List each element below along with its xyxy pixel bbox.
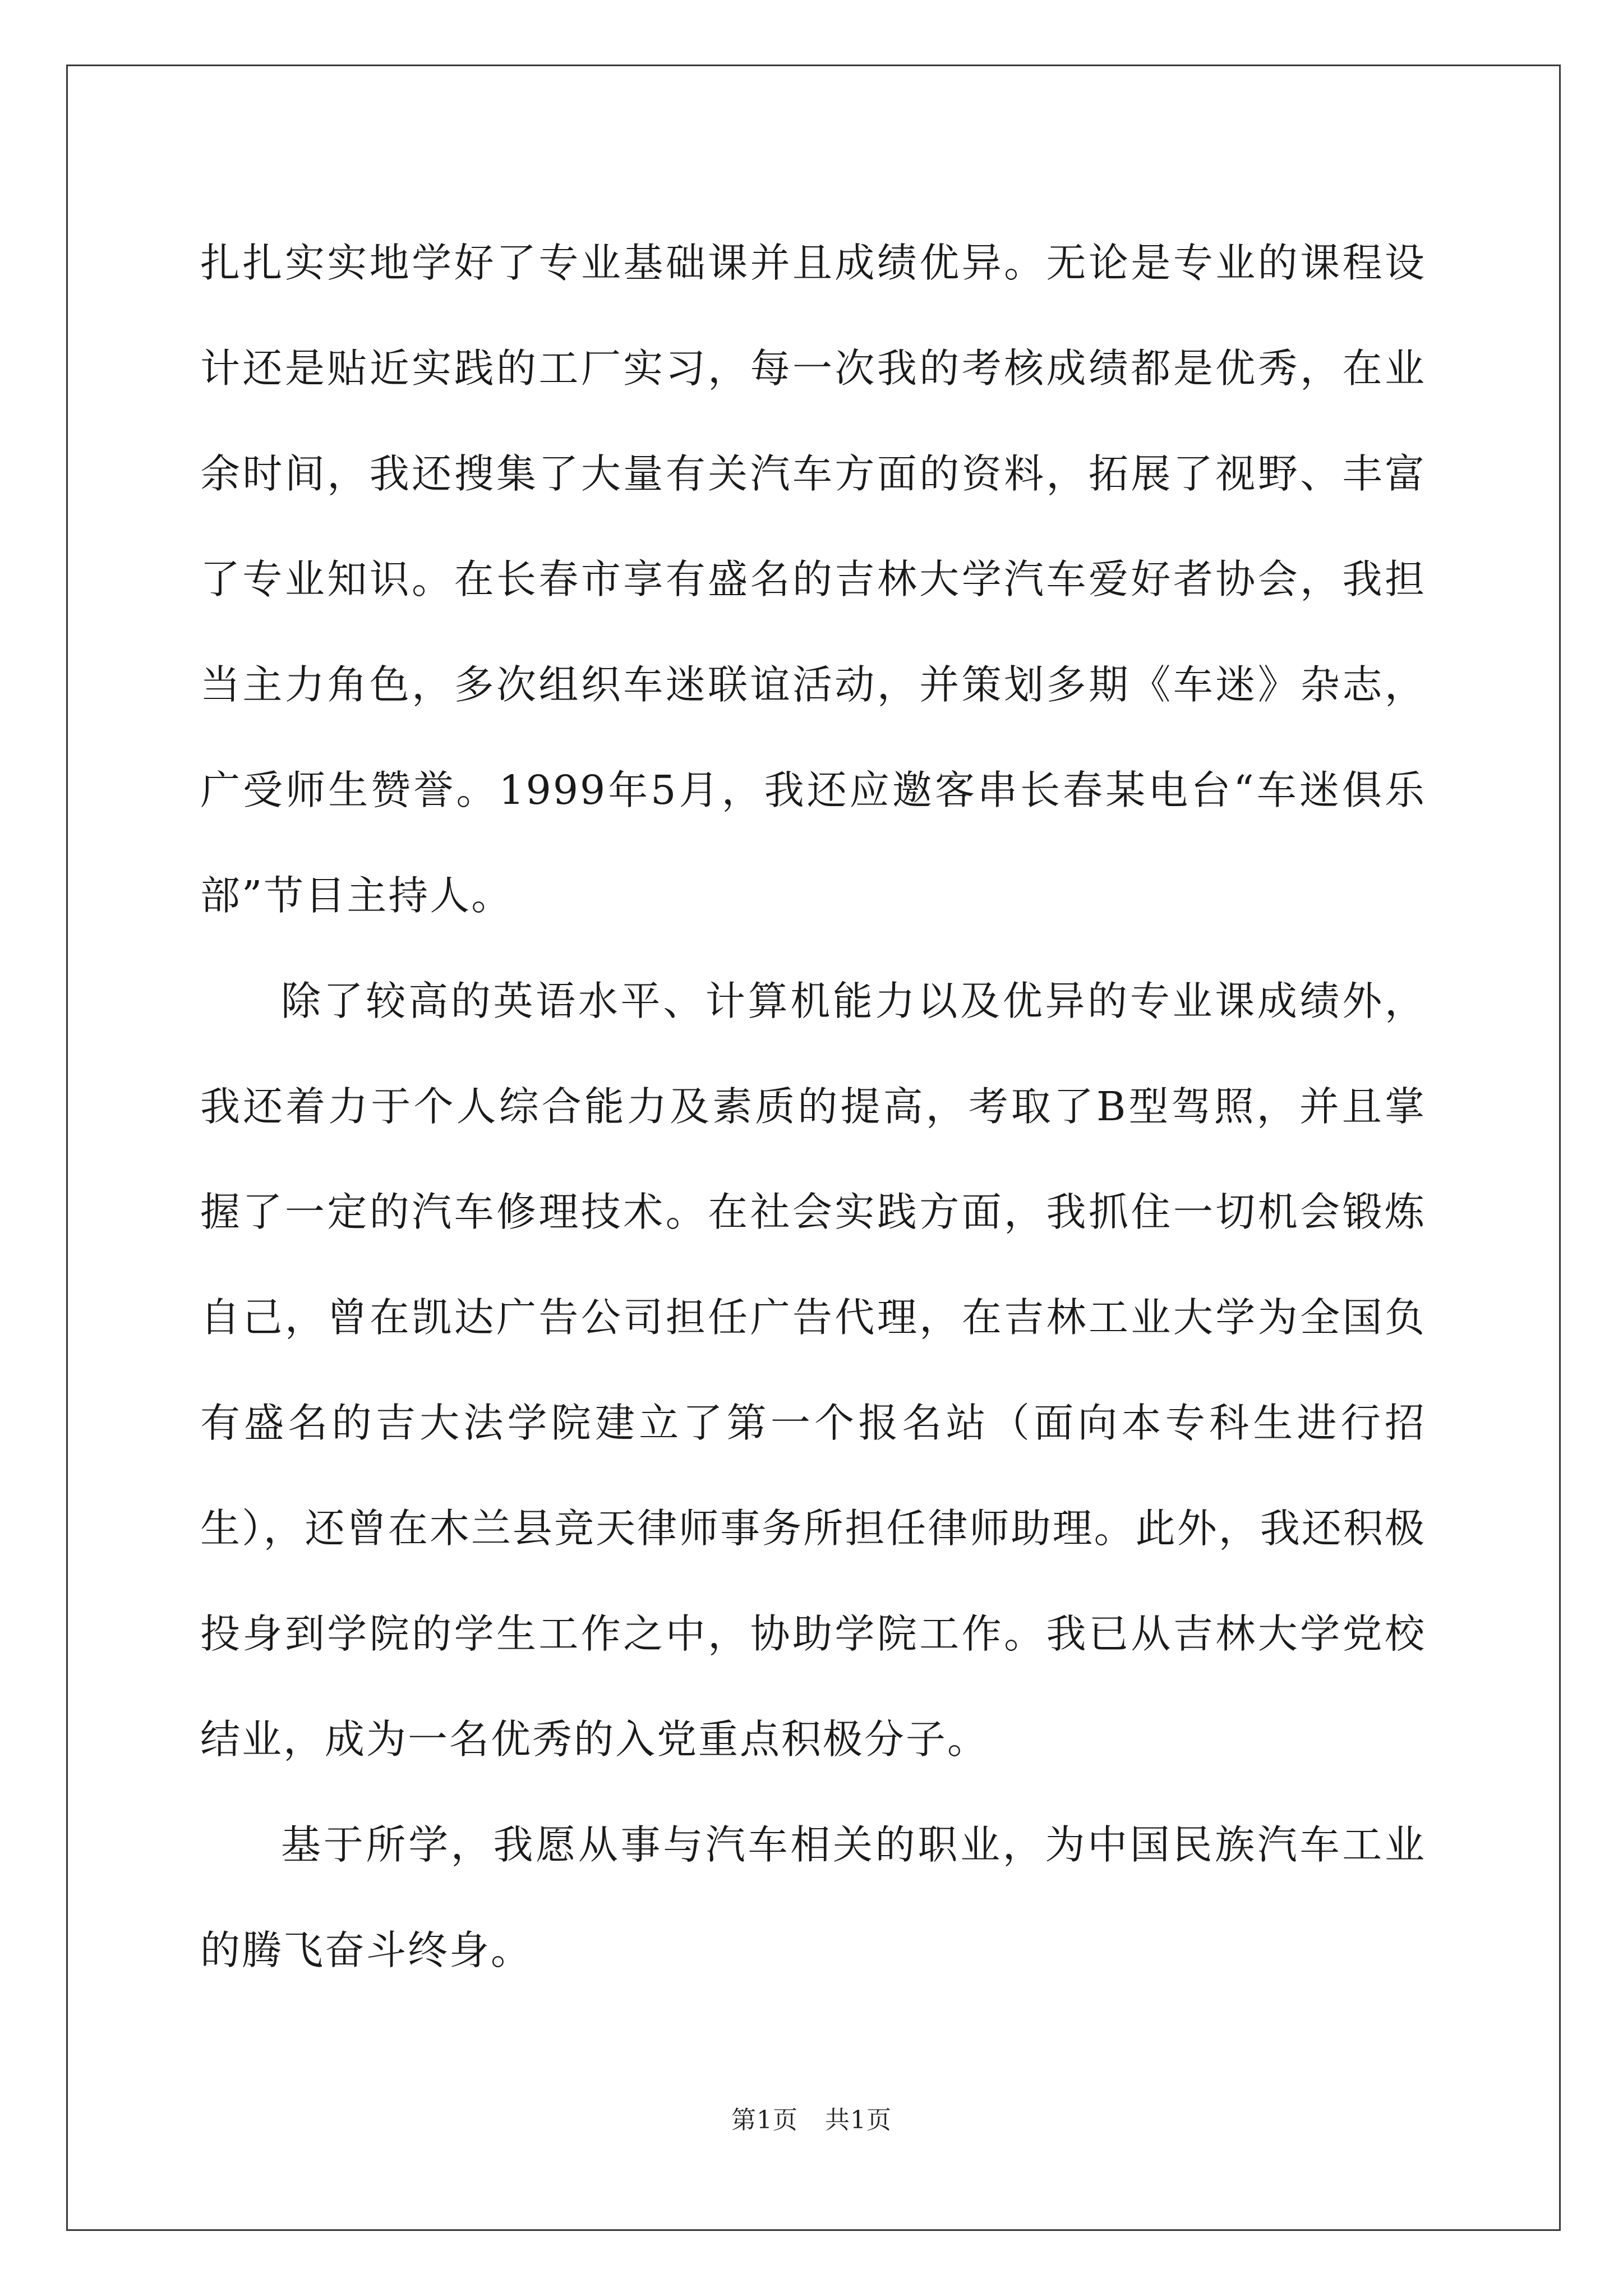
paragraph-3: 基于所学，我愿从事与汽车相关的职业，为中国民族汽车工业的腾飞奋斗终身。 [200,1821,1426,1973]
page-footer [0,2100,1623,2136]
page-number-current: 第1页 [731,2106,798,2134]
paragraph-2: 除了较高的英语水平、计算机能力以及优异的专业课成绩外，我还着力于个人综合能力及素质的提高，考取了B型驾照，并且掌握了一定的汽车修理技术。在社会实践方面，我抓住一切机会锻炼自己，曾在凯达广告公司担任广告代理，在吉林工业大学为全国负有盛名的吉大法学院建立了第一个报名站（面向本专科生进行招生），还曾在木兰县竞天律师事务所担任律师助理。此外，我还积极投身到学院的学生工作之中，协助学院工作。我已从吉林大学党校结业，成为一名优秀的入党重点积极分子。 [200,978,1426,1763]
paragraph-1: 扎扎实实地学好了专业基础课并且成绩优异。无论是专业的课程设计还是贴近实践的工厂实习，每一次我的考核成绩都是优秀，在业余时间，我还搜集了大量有关汽车方面的资料，拓展了视野、丰富了专业知识。在长春市享有盛名的吉林大学汽车爱好者协会，我担当主力角色，多次组织车迷联谊活动，并策划多期《车迷》杂志，广受师生赞誉。1999年5月，我还应邀客串长春某电台“车迷俱乐部”节目主持人。 [200,240,1426,919]
document-body [200,210,1426,2003]
page-number-total: 共1页 [825,2106,892,2134]
